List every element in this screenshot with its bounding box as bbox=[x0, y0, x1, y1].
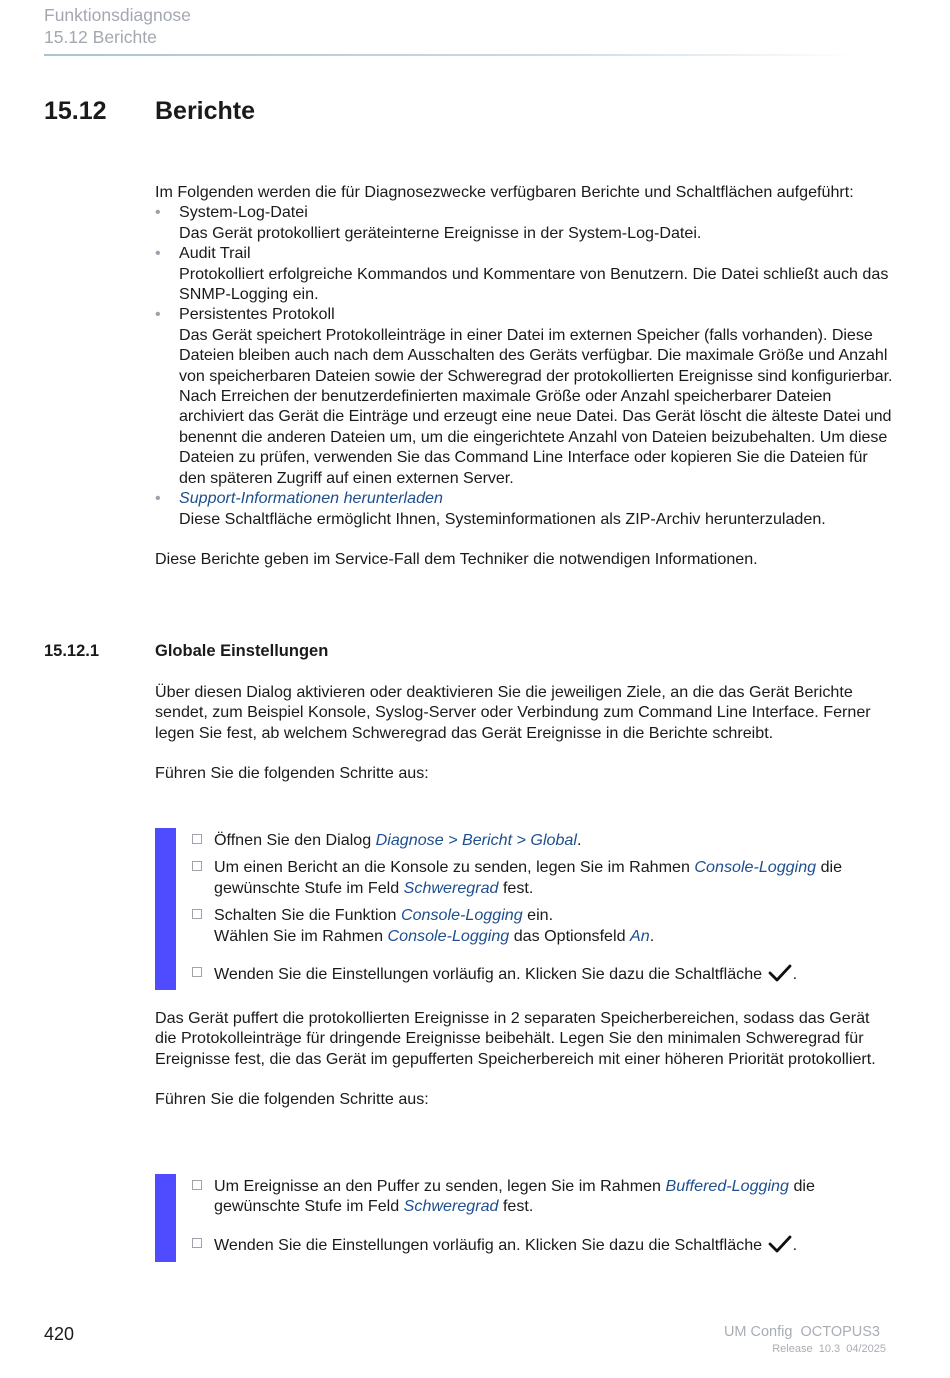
steps-block-1 bbox=[192, 830, 892, 984]
frame-name: Console-Logging bbox=[694, 858, 817, 877]
checkbox-icon bbox=[192, 909, 202, 919]
report-list bbox=[155, 202, 895, 529]
section-intro bbox=[155, 682, 895, 784]
list-item-text: Diese Schaltfläche ermöglicht Ihnen, Systeminformationen als ZIP-Archiv herunterzuladen. bbox=[179, 509, 826, 528]
frame-name: Buffered-Logging bbox=[665, 1177, 789, 1195]
support-download-link[interactable]: • Support-Informationen herunterladen bbox=[179, 489, 443, 508]
checkbox-icon bbox=[192, 967, 202, 977]
step-item: Öffnen Sie den Dialog Diagnose > Bericht > Global. bbox=[192, 830, 892, 850]
checkbox-icon bbox=[192, 1180, 202, 1190]
step-item: Wenden Sie die Einstellungen vorläufig an. Klicken Sie dazu die Schaltfläche . bbox=[192, 963, 892, 984]
checkmark-icon bbox=[767, 1234, 793, 1254]
step-item: Um Ereignisse an den Puffer zu senden, legen Sie im Rahmen Buffered-Logging die gewünschte Stufe im Feld Schweregrad fest. bbox=[192, 1176, 892, 1217]
menu-path: Diagnose > Bericht > Global bbox=[375, 831, 577, 849]
checkbox-icon bbox=[192, 834, 202, 844]
list-item-text: Protokolliert erfolgreiche Kommandos und Kommentare von Benutzern. Die Datei schließt auch das SNMP-Logging ein. bbox=[179, 264, 889, 304]
steps-bar-1 bbox=[155, 828, 176, 990]
list-item-title: • System-Log-Datei bbox=[179, 203, 308, 222]
function-name: Console-Logging bbox=[400, 906, 523, 925]
field-name: Schweregrad bbox=[403, 1197, 499, 1216]
list-item-text: Das Gerät speichert Protokolleinträge in einer Datei im externen Speicher (falls vorhanden). Diese Dateien bleiben auch nach dem Ausschalten des Geräts verfügbar. Die maximale Größe und Anzahl von speicherbaren Dateien sowie der Schweregrad der protokollierten Ereignisse sind konfigurierbar. Nach Erreichen der benutzerdefinierten maximale Größe oder Anzahl speicherbarer Dateien archiviert das Gerät die Einträge und erzeugt eine neue Datei. Das Gerät löscht die älteste Datei und benennt die anderen Dateien um, um die eingerichtete Anzahl von Dateien beizubehalten. Um diese Dateien zu prüfen, verwenden Sie das Command Line Interface oder kopieren Sie die Dateien für den späteren Zugriff auf einen externen Server. bbox=[179, 325, 893, 487]
steps-bar-2 bbox=[155, 1174, 176, 1262]
running-header-section: 15.12 Berichte bbox=[44, 27, 157, 47]
header-rule bbox=[44, 54, 860, 56]
step-item: Schalten Sie die Funktion Console-Logging ein. Wählen Sie im Rahmen Console-Logging das Optionsfeld An. bbox=[192, 905, 892, 946]
running-header-chapter: Funktionsdiagnose bbox=[44, 5, 191, 25]
intro-lead: Im Folgenden werden die für Diagnosezwecke verfügbaren Berichte und Schaltflächen aufgeführt: bbox=[155, 183, 854, 201]
chapter-title: Berichte bbox=[155, 97, 256, 125]
field-name: Schweregrad bbox=[403, 878, 499, 897]
section-middle bbox=[155, 1008, 895, 1110]
section-number: 15.12.1 bbox=[44, 642, 100, 660]
intro-block bbox=[155, 182, 895, 569]
list-item bbox=[155, 202, 895, 243]
steps-lead-1: Führen Sie die folgenden Schritte aus: bbox=[155, 764, 429, 783]
list-item bbox=[155, 304, 895, 488]
list-item-title: • Audit Trail bbox=[179, 244, 251, 263]
section-paragraph-1: Über diesen Dialog aktivieren oder deaktivieren Sie die jeweiligen Ziele, an die das Gerät Berichte sendet, zum Beispiel Konsole, Syslog-Server oder Verbindung zum Command Line Interface. Ferner legen Sie fest, ab welchem Schweregrad das Gerät Ereignisse in die Berichte schreibt. bbox=[155, 683, 871, 742]
checkbox-icon bbox=[192, 1238, 202, 1248]
section-title: Globale Einstellungen bbox=[155, 642, 329, 660]
step-item: Wenden Sie die Einstellungen vorläufig an. Klicken Sie dazu die Schaltfläche . bbox=[192, 1234, 892, 1255]
checkbox-icon bbox=[192, 861, 202, 871]
list-item bbox=[155, 488, 895, 529]
list-item-title: • Persistentes Protokoll bbox=[179, 305, 335, 324]
page-number: 420 bbox=[44, 1324, 75, 1344]
release-info: Release 10.3 04/2025 bbox=[772, 1343, 886, 1355]
running-header bbox=[44, 4, 191, 48]
chapter-number: 15.12 bbox=[44, 97, 107, 125]
frame-name: Console-Logging bbox=[387, 926, 510, 945]
intro-closing: Diese Berichte geben im Service-Fall dem Techniker die notwendigen Informationen. bbox=[155, 549, 758, 568]
document-title: UM Config OCTOPUS3 bbox=[723, 1324, 880, 1340]
option-name: An bbox=[630, 926, 650, 945]
list-item bbox=[155, 243, 895, 304]
section-paragraph-2: Das Gerät puffert die protokollierten Ereignisse in 2 separaten Speicherbereichen, sodass das Gerät die Protokolleinträge für dringende Ereignisse beibehält. Legen Sie den minimalen Schweregrad für Ereignisse fest, die das Gerät im gepufferten Speicherbereich mit einer höheren Priorität protokolliert. bbox=[155, 1009, 876, 1068]
checkmark-icon bbox=[767, 963, 793, 983]
list-item-text: Das Gerät protokolliert geräteinterne Ereignisse in der System-Log-Datei. bbox=[179, 223, 702, 242]
steps-lead-2: Führen Sie die folgenden Schritte aus: bbox=[155, 1090, 429, 1109]
step-item: Um einen Bericht an die Konsole zu senden, legen Sie im Rahmen Console-Logging die gewünschte Stufe im Feld Schweregrad fest. bbox=[192, 857, 892, 898]
steps-block-2 bbox=[192, 1176, 892, 1255]
